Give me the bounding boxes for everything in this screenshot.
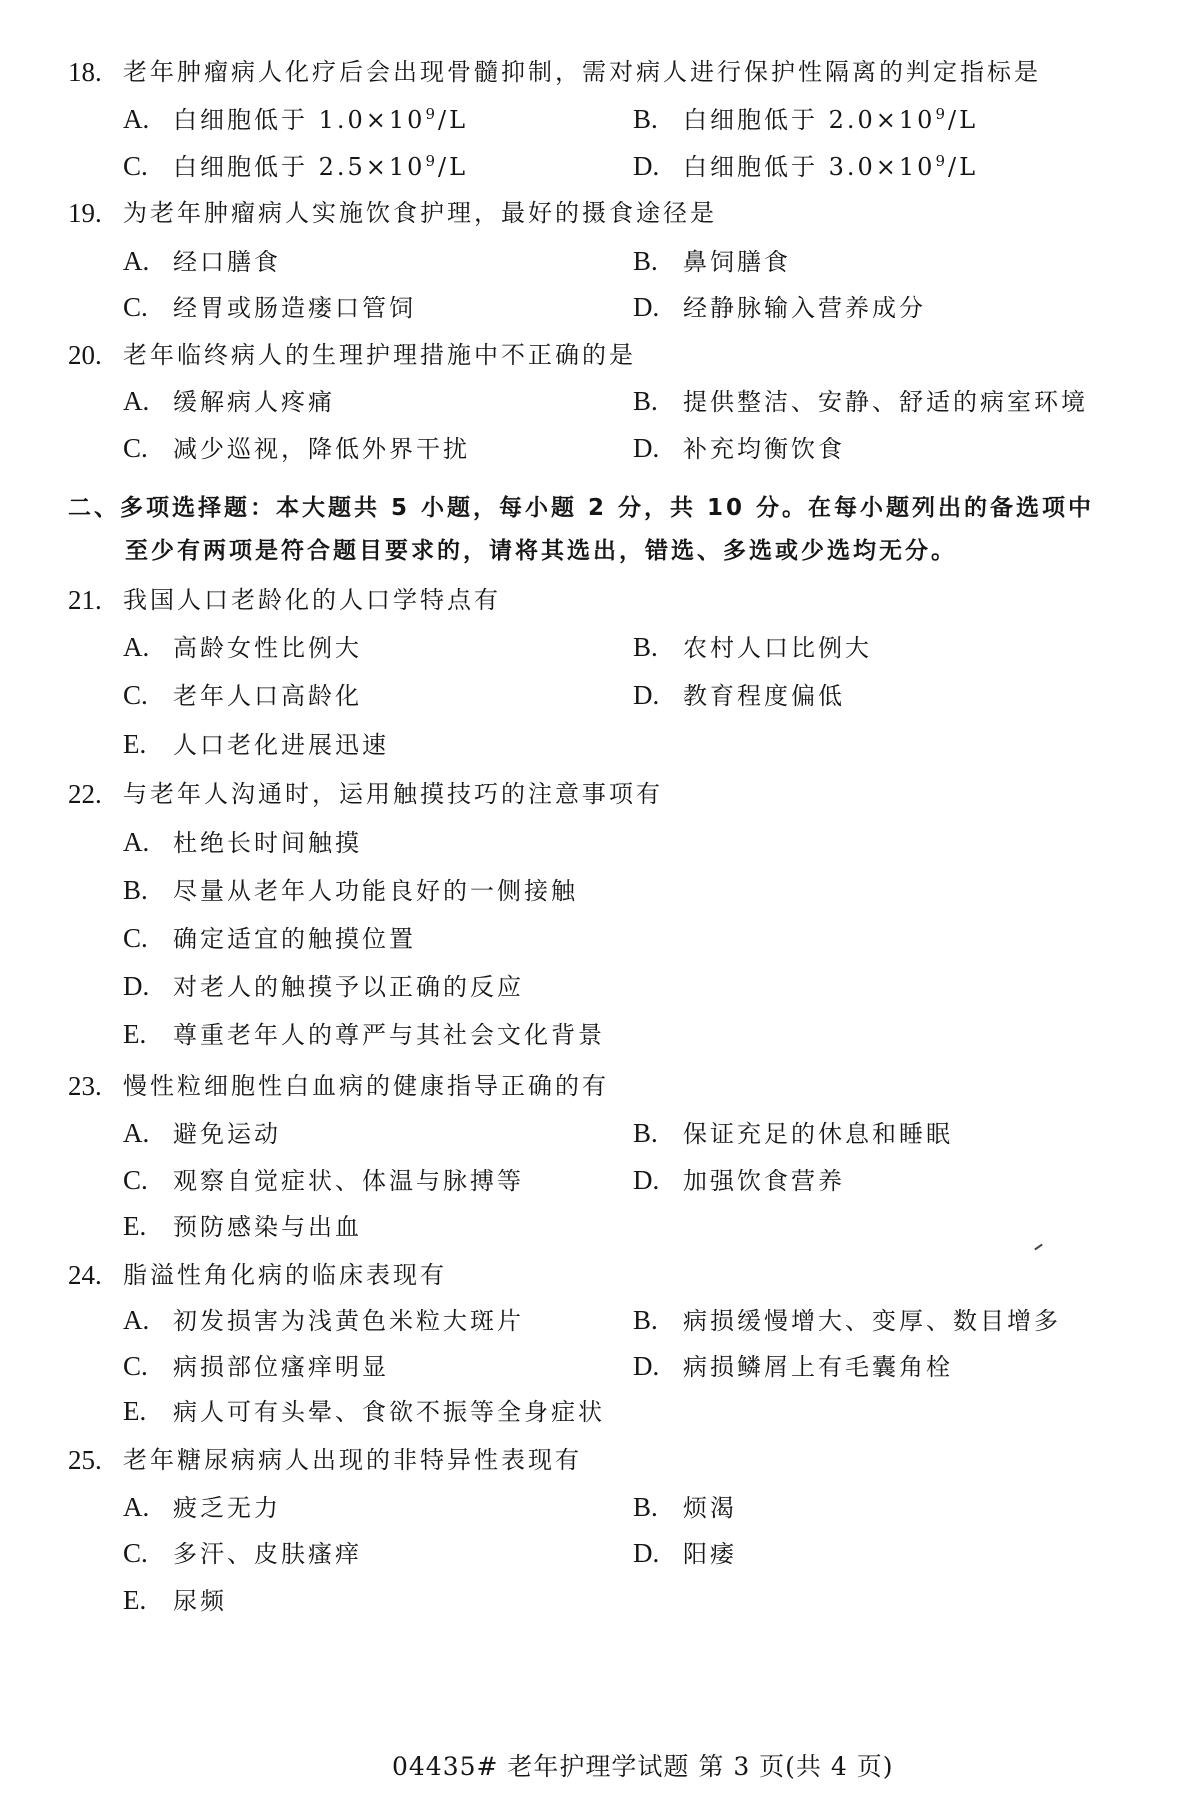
option-letter: B. [633, 246, 658, 276]
question-stem: 慢性粒细胞性白血病的健康指导正确的有 [123, 1072, 609, 1100]
option-letter: B. [633, 632, 658, 662]
option-letter: E. [123, 1585, 147, 1615]
option-text: 对老人的触摸予以正确的反应 [173, 973, 524, 1001]
option-text: 白细胞低于 2.0×10 [683, 106, 936, 134]
option-unit: /L [438, 153, 469, 181]
option-text: 烦渴 [683, 1494, 737, 1522]
option-text: 补充均衡饮食 [683, 435, 845, 463]
option-letter: D. [633, 1165, 660, 1195]
option-letter: A. [123, 104, 150, 134]
option-c [123, 1533, 362, 1574]
option-c [123, 918, 416, 959]
question-stem: 我国人口老龄化的人口学特点有 [123, 586, 501, 614]
option-a [123, 1487, 281, 1528]
option-text: 老年人口高龄化 [173, 682, 362, 710]
option-text: 白细胞低于 3.0×10 [683, 153, 936, 181]
option-text: 病损缓慢增大、变厚、数目增多 [683, 1307, 1061, 1335]
option-letter: D. [633, 433, 660, 463]
option-text: 加强饮食营养 [683, 1167, 845, 1195]
option-letter: A. [123, 827, 150, 857]
option-unit: /L [438, 106, 469, 134]
question-stem: 为老年肿瘤病人实施饮食护理，最好的摄食途径是 [123, 199, 717, 227]
option-text: 白细胞低于 2.5×10 [173, 153, 426, 181]
option-letter: C. [123, 151, 148, 181]
option-text: 尿频 [173, 1587, 227, 1615]
question-number: 20. [68, 340, 102, 370]
option-d [633, 1160, 845, 1201]
option-letter: C. [123, 923, 148, 953]
option-text: 避免运动 [173, 1120, 281, 1148]
option-letter: E. [123, 1396, 147, 1426]
option-letter: D. [123, 971, 150, 1001]
option-letter: C. [123, 1538, 148, 1568]
option-text: 农村人口比例大 [683, 634, 872, 662]
option-text: 经静脉输入营养成分 [683, 294, 926, 322]
option-b [633, 627, 872, 668]
option-letter: E. [123, 1019, 147, 1049]
option-d [633, 146, 978, 187]
option-letter: B. [633, 1305, 658, 1335]
option-text: 阳痿 [683, 1540, 737, 1568]
option-c [123, 146, 468, 187]
option-letter: A. [123, 246, 150, 276]
option-letter: A. [123, 1492, 150, 1522]
option-d [123, 966, 524, 1007]
option-exponent: 9 [425, 105, 438, 123]
option-letter: D. [633, 151, 660, 181]
question-stem: 老年临终病人的生理护理措施中不正确的是 [123, 341, 636, 369]
option-letter: B. [633, 104, 658, 134]
option-text: 经胃或肠造瘘口管饲 [173, 294, 416, 322]
option-c [123, 1160, 524, 1201]
option-text: 观察自觉症状、体温与脉搏等 [173, 1167, 524, 1195]
option-a [123, 381, 335, 422]
option-letter: C. [123, 433, 148, 463]
option-e [123, 1580, 227, 1621]
option-b [123, 870, 578, 911]
option-e [123, 1206, 362, 1247]
option-b [633, 1487, 737, 1528]
option-letter: E. [123, 1211, 147, 1241]
option-letter: C. [123, 1165, 148, 1195]
option-text: 尊重老年人的尊严与其社会文化背景 [173, 1021, 605, 1049]
option-text: 高龄女性比例大 [173, 634, 362, 662]
option-d [633, 428, 845, 469]
option-text: 预防感染与出血 [173, 1213, 362, 1241]
option-text: 尽量从老年人功能良好的一侧接触 [173, 877, 578, 905]
option-letter: C. [123, 680, 148, 710]
option-a [123, 822, 362, 863]
option-exponent: 9 [935, 152, 948, 170]
question-number: 18. [68, 57, 102, 87]
section-instructions: 至少有两项是符合题目要求的，请将其选出，错选、多选或少选均无分。 [125, 538, 957, 564]
option-letter: C. [123, 1351, 148, 1381]
option-unit: /L [948, 153, 979, 181]
option-a [123, 241, 281, 282]
option-c [123, 675, 362, 716]
option-letter: E. [123, 729, 147, 759]
question-number: 22. [68, 779, 102, 809]
option-e [123, 1014, 605, 1055]
question-number: 25. [68, 1445, 102, 1475]
option-letter: B. [633, 1492, 658, 1522]
option-letter: D. [633, 1538, 660, 1568]
option-text: 白细胞低于 1.0×10 [173, 106, 426, 134]
option-b [633, 381, 1088, 422]
option-text: 病人可有头晕、食欲不振等全身症状 [173, 1398, 605, 1426]
option-text: 杜绝长时间触摸 [173, 829, 362, 857]
option-d [633, 675, 845, 716]
option-text: 鼻饲膳食 [683, 248, 791, 276]
page-footer: 04435# 老年护理学试题 第 3 页(共 4 页) [392, 1752, 894, 1781]
option-a [123, 1113, 281, 1154]
option-text: 多汗、皮肤瘙痒 [173, 1540, 362, 1568]
option-b [633, 99, 978, 140]
option-c [123, 1346, 389, 1387]
option-letter: B. [633, 386, 658, 416]
question-number: 24. [68, 1260, 102, 1290]
option-d [633, 1346, 953, 1387]
option-letter: A. [123, 386, 150, 416]
option-exponent: 9 [425, 152, 438, 170]
option-a [123, 627, 362, 668]
option-e [123, 1391, 605, 1432]
option-letter: B. [633, 1118, 658, 1148]
question-stem: 老年糖尿病病人出现的非特异性表现有 [123, 1446, 582, 1474]
option-letter: C. [123, 292, 148, 322]
question-stem: 脂溢性角化病的临床表现有 [123, 1261, 447, 1289]
option-b [633, 1113, 953, 1154]
option-unit: /L [948, 106, 979, 134]
option-text: 确定适宜的触摸位置 [173, 925, 416, 953]
question-number: 21. [68, 585, 102, 615]
question-stem: 老年肿瘤病人化疗后会出现骨髓抑制，需对病人进行保护性隔离的判定指标是 [123, 58, 1041, 86]
option-letter: A. [123, 632, 150, 662]
option-a [123, 99, 468, 140]
option-c [123, 428, 470, 469]
question-number: 19. [68, 198, 102, 228]
option-b [633, 1300, 1061, 1341]
option-e [123, 724, 389, 765]
option-letter: D. [633, 1351, 660, 1381]
option-letter: A. [123, 1118, 150, 1148]
option-text: 减少巡视，降低外界干扰 [173, 435, 470, 463]
question-stem: 与老年人沟通时，运用触摸技巧的注意事项有 [123, 780, 663, 808]
option-c [123, 287, 416, 328]
option-b [633, 241, 791, 282]
option-letter: D. [633, 292, 660, 322]
section-heading: 二、多项选择题：本大题共 5 小题，每小题 2 分，共 10 分。在每小题列出的备选项中 [68, 495, 1095, 521]
option-text: 经口膳食 [173, 248, 281, 276]
option-d [633, 287, 926, 328]
option-text: 缓解病人疼痛 [173, 388, 335, 416]
option-letter: D. [633, 680, 660, 710]
scan-artifact-mark [1034, 1244, 1043, 1251]
option-a [123, 1300, 524, 1341]
question-number: 23. [68, 1071, 102, 1101]
option-text: 保证充足的休息和睡眠 [683, 1120, 953, 1148]
option-text: 病损鳞屑上有毛囊角栓 [683, 1353, 953, 1381]
option-text: 病损部位瘙痒明显 [173, 1353, 389, 1381]
option-text: 疲乏无力 [173, 1494, 281, 1522]
option-letter: B. [123, 875, 148, 905]
option-d [633, 1533, 737, 1574]
option-text: 初发损害为浅黄色米粒大斑片 [173, 1307, 524, 1335]
option-text: 人口老化进展迅速 [173, 731, 389, 759]
option-text: 教育程度偏低 [683, 682, 845, 710]
option-text: 提供整洁、安静、舒适的病室环境 [683, 388, 1088, 416]
option-exponent: 9 [935, 105, 948, 123]
option-letter: A. [123, 1305, 150, 1335]
